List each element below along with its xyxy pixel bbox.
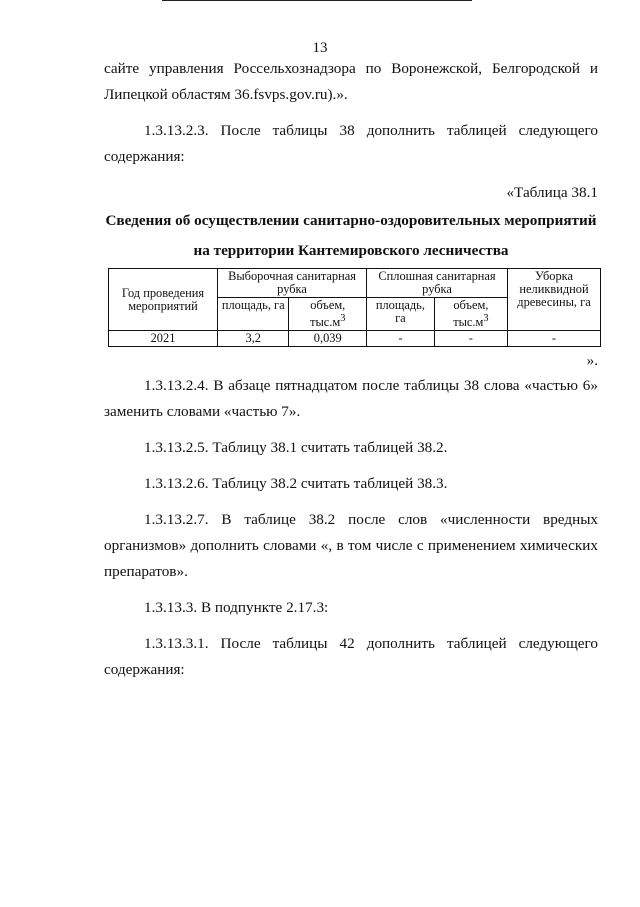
- table-label: «Таблица 38.1: [506, 184, 598, 201]
- subheader-area: площадь, га: [218, 298, 289, 331]
- subheader-volume-text: объем, тыс.м: [310, 298, 346, 330]
- table-header-row: [109, 269, 601, 298]
- paragraph-line: 1.3.13.2.5. Таблицу 38.1 считать таблицей 38.2.: [144, 439, 448, 457]
- paragraph-line: организмов» дополнить словами «, в том числе с применением химических: [104, 537, 598, 555]
- paragraph-line: заменить словами «частью 7».: [104, 403, 301, 421]
- table-title-line: на территории Кантемировского лесничества: [193, 242, 509, 259]
- subheader-volume-sup: 3: [340, 313, 346, 324]
- table-title-line: Сведения об осуществлении санитарно-оздоровительных мероприятий: [105, 212, 597, 229]
- paragraph-line: 1.3.13.3. В подпункте 2.17.3:: [144, 599, 329, 617]
- subheader-volume: [289, 298, 367, 331]
- paragraph-line: 1.3.13.3.1. После таблицы 42 дополнить таблицей следующего: [144, 635, 598, 653]
- paragraph-line: содержания:: [104, 661, 185, 679]
- cell-selective-area: 3,2: [218, 331, 289, 347]
- page-number: 13: [312, 40, 328, 56]
- header-selective-cutting: Выборочная санитарная рубка: [218, 269, 367, 298]
- cell-clear-area: -: [367, 331, 435, 347]
- paragraph-line: 1.3.13.2.6. Таблицу 38.2 считать таблицей 38.3.: [144, 475, 448, 493]
- table-row: [109, 331, 601, 347]
- paragraph-line: сайте управления Россельхознадзора по Воронежской, Белгородской и: [104, 60, 598, 77]
- document-body: [104, 56, 598, 683]
- subheader-volume-sup: 3: [483, 313, 489, 324]
- paragraph-line: 1.3.13.2.7. В таблице 38.2 после слов «численности вредных: [144, 511, 598, 529]
- top-rule: [162, 0, 472, 1]
- paragraph-line: Липецкой областям 36.fsvps.gov.ru).».: [104, 86, 348, 103]
- cell-year: 2021: [109, 331, 218, 347]
- paragraph-line: 1.3.13.2.4. В абзаце пятнадцатом после таблицы 38 слова «частью 6»: [144, 377, 598, 395]
- paragraph-line: 1.3.13.2.3. После таблицы 38 дополнить таблицей следующего: [144, 122, 598, 139]
- data-table: [108, 268, 601, 347]
- table-title: [104, 206, 598, 266]
- cell-cleanup: -: [508, 331, 601, 347]
- subheader-area: площадь, га: [367, 298, 435, 331]
- subheader-volume: [434, 298, 507, 331]
- header-cleanup: Уборка неликвидной древесины, га: [508, 269, 601, 331]
- cell-clear-volume: -: [434, 331, 507, 347]
- header-year: Год проведения мероприятий: [109, 269, 218, 331]
- paragraph-line: содержания:: [104, 148, 185, 165]
- header-clear-cutting: Сплошная санитарная рубка: [367, 269, 508, 298]
- table-closing-quote: ».: [586, 352, 598, 370]
- subheader-volume-text: объем, тыс.м: [453, 298, 489, 330]
- cell-selective-volume: 0,039: [289, 331, 367, 347]
- paragraph-line: препаратов».: [104, 563, 188, 581]
